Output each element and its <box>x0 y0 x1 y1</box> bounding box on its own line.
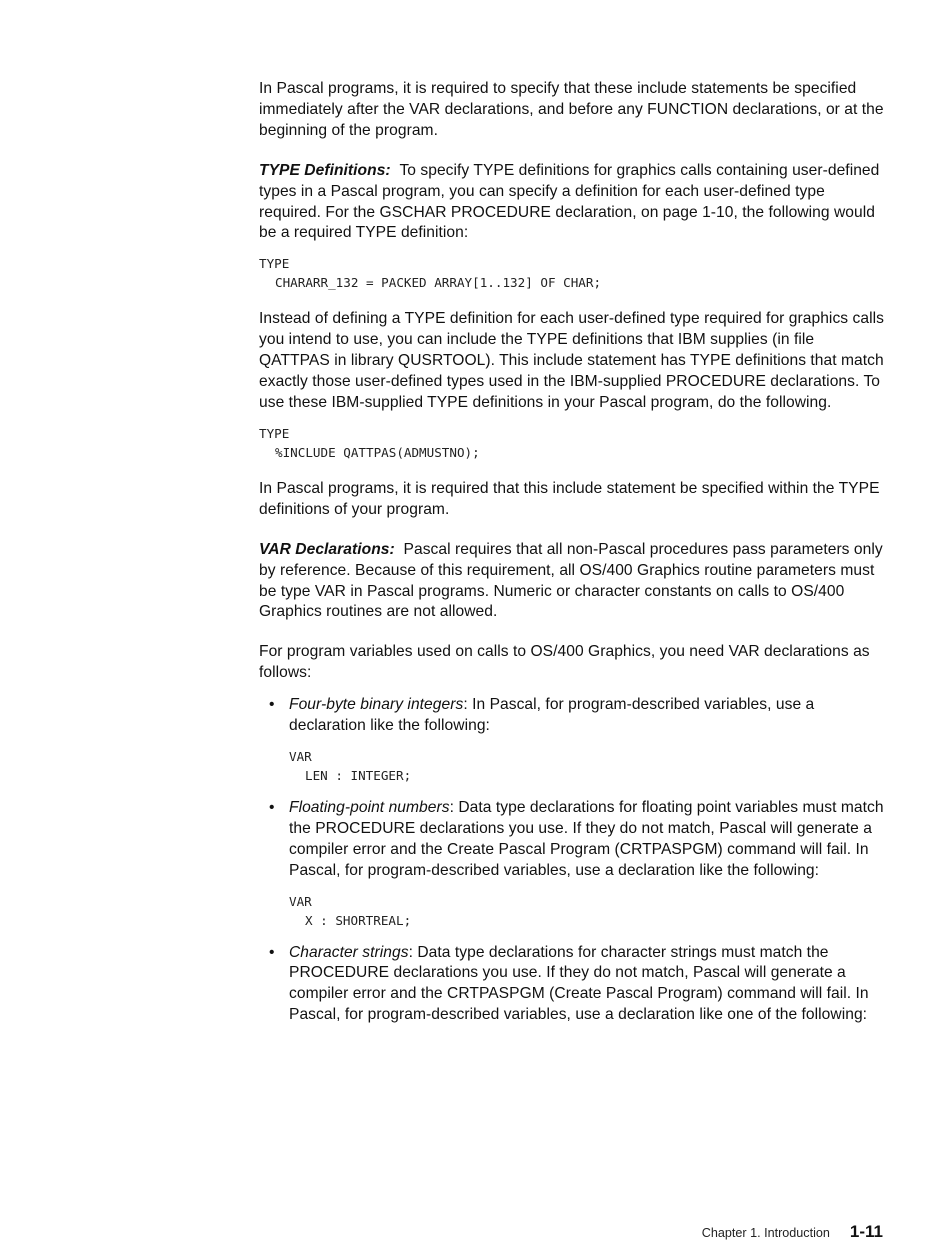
list-item-text <box>289 695 884 737</box>
page-content <box>259 79 884 1026</box>
code-block-var-x <box>289 892 884 930</box>
code-line: VAR <box>289 893 312 909</box>
code-block-var-len <box>289 747 884 785</box>
paragraph-instead: Instead of defining a TYPE definition for each user-defined type required for graphics calls you intend to use, you can include the TYPE definitions that IBM supplies (in file QATTPAS in library QUSRTOOL). This include statement has TYPE definitions that match exactly those user-defined types used in the IBM-supplied PROCEDURE declarations. To use these IBM-supplied TYPE definitions in your Pascal program, do the following. <box>259 310 884 411</box>
list-item-text <box>289 943 884 1027</box>
page-number: 1-11 <box>849 1222 883 1241</box>
code-block-type-include <box>259 424 884 462</box>
list-item-binary-integers <box>259 695 884 785</box>
bullet-icon: • <box>269 943 275 961</box>
list-item-term: Character strings <box>289 943 409 961</box>
var-declarations-text: Pascal requires that all non-Pascal procedures pass parameters only by reference. Because of this requirement, all OS/400 Graphics routine parameters must be type VAR in Pascal programs. Numeric or character constants on calls to OS/400 Graphics routines are not allowed. <box>259 540 883 621</box>
code-line: LEN : INTEGER; <box>305 767 412 783</box>
bullet-icon: • <box>269 696 275 714</box>
paragraph-program-variables: For program variables used on calls to OS/400 Graphics, you need VAR declarations as follows: <box>259 643 870 682</box>
list-item-floating-point <box>259 798 884 930</box>
code-line: VAR <box>289 748 312 764</box>
list-item-description: : In Pascal, for program-described variables, use a declaration like the following: <box>289 696 815 735</box>
code-line: %INCLUDE QATTPAS(ADMUSTNO); <box>275 444 480 460</box>
bullet-icon: • <box>269 798 275 816</box>
paragraph-include-placement: In Pascal programs, it is required to specify that these include statements be specified immediately after the VAR declarations, and before any FUNCTION declarations, or at the beginning of the program. <box>259 80 884 139</box>
code-line: TYPE <box>259 425 290 441</box>
type-definitions-heading: TYPE Definitions: <box>259 161 391 179</box>
var-declaration-list <box>259 695 884 1026</box>
list-item-description: : Data type declarations for character strings must match the PROCEDURE declarations you use. If they do not match, Pascal will generate a compiler error and the CRTPASPGM (Create Pascal Program) command will fail. In Pascal, for program-described variables, use a declaration like one of the following: <box>289 943 869 1024</box>
list-item-text <box>289 798 884 882</box>
list-item-description: : Data type declarations for floating point variables must match the PROCEDURE declarations you use. If they do not match, Pascal will generate a compiler error and the Create Pascal Program (CRTPASPGM) command will fail. In Pascal, for program-described variables, use a declaration like the following: <box>289 798 884 879</box>
code-line: TYPE <box>259 256 290 272</box>
code-block-type-chararr <box>259 254 884 292</box>
var-declarations-heading: VAR Declarations: <box>259 540 395 558</box>
list-item-term: Floating-point numbers <box>289 798 450 816</box>
paragraph-var-declarations <box>259 540 884 624</box>
code-line: CHARARR_132 = PACKED ARRAY[1..132] OF CHAR; <box>275 275 602 291</box>
list-item-term: Four-byte binary integers <box>289 696 464 714</box>
type-definitions-text: To specify TYPE definitions for graphics calls containing user-defined types in a Pascal program, you can specify a definition for each user-defined type required. For the GSCHAR PROCEDURE declaration, on page 1-10, the following would be a required TYPE definition: <box>259 161 880 242</box>
list-item-character-strings <box>259 943 884 1027</box>
page-footer <box>702 1222 883 1242</box>
paragraph-include-within: In Pascal programs, it is required that this include statement be specified within the TYPE definitions of your program. <box>259 479 880 518</box>
paragraph-type-definitions <box>259 161 884 245</box>
footer-chapter: Chapter 1. Introduction <box>701 1226 830 1240</box>
code-line: X : SHORTREAL; <box>305 912 412 928</box>
